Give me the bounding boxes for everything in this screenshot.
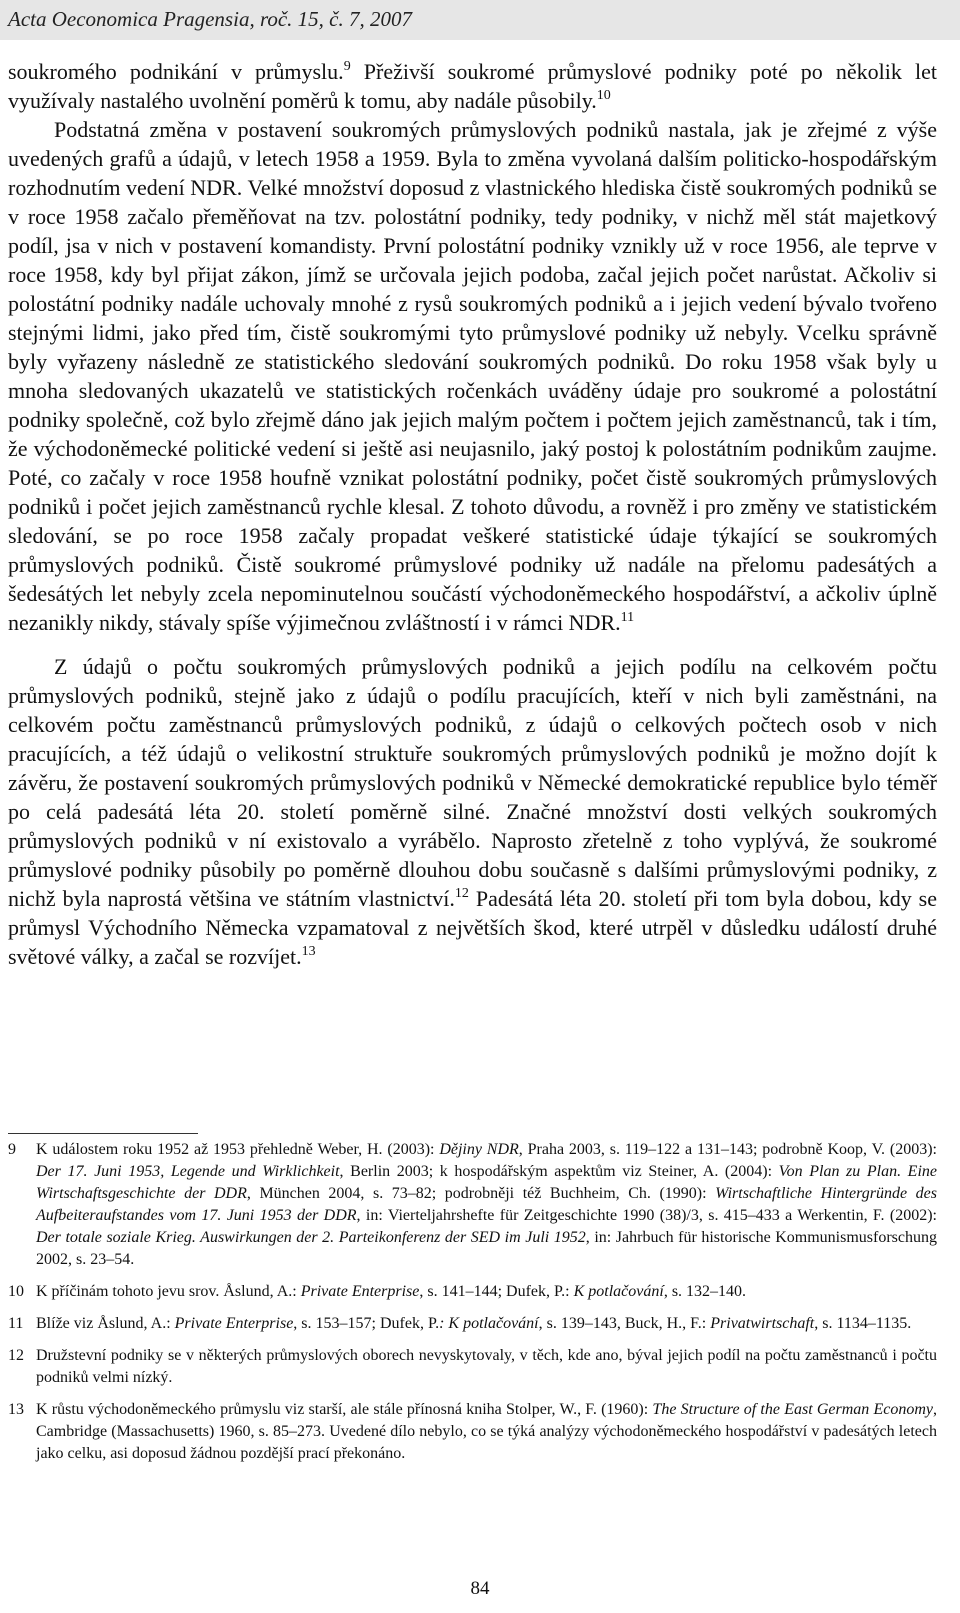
footnote-11 [8,1313,937,1335]
paragraph-3 [8,652,937,971]
footnote-number: 10 [8,1283,24,1300]
footnote-number: 9 [8,1141,16,1158]
footnote-11-text-2: , s. 153–157; Dufek, P. [293,1315,440,1332]
footnote-ref-9[interactable]: 9 [343,59,351,74]
footnote-9-text-5: , in: Vierteljahrshefte für Zeitgeschichte 1990 (38)/3, s. 415–433 a Werkentin, F. (2002): [356,1207,938,1224]
paragraph-2 [8,115,937,637]
footnote-9 [8,1139,937,1271]
footnote-divider [8,1133,198,1134]
footnote-9-text-2: , Praha 2003, s. 119–122 a 131–143; podrobně Koop, V. (2003): [518,1141,937,1158]
footnote-9-text-4: , München 2004, s. 73–82; podrobněji též Buchheim, Ch. (1990): [246,1185,716,1202]
footnote-ref-12[interactable]: 12 [454,886,469,901]
footnote-ref-11[interactable]: 11 [620,610,635,625]
running-header [0,0,960,40]
footnote-10 [8,1281,937,1303]
footnote-text [36,1313,937,1335]
paragraph-2-text: Podstatná změna v postavení soukromých průmyslových podniků nastala, jak je zřejmé z výše uvedených grafů a údajů, v letech 1958 a 1959. Byla to změna vyvolaná dalším politicko-hospodářským rozhodnutím vedení NDR. Velké množství doposud z vlastnického hlediska čistě soukromých podniků se v roce 1958 začalo přeměňovat na tzv. polostátní podniky, tedy podniky, v nichž měl stát majetkový podíl, jsa v nich v postavení komandisty. První polostátní podniky vznikly už v roce 1956, ale teprve v roce 1958, kdy byl přijat zákon, jímž se určovala jejich podoba, začal jejich počet narůstat. Ačkoliv si polostátní podniky nadále uchovaly mnohé z rysů soukromých podniků a i jejich vedení bývalo tvořeno stejnými lidmi, jako před tím, čistě soukromými tyto průmyslové podniky už nebyly. Vcelku správně byly vyřazeny následně ze statistického sledování soukromých podniků. Do roku 1958 však byly u mnoha sledovaných ukazatelů ve statistických ročenkách uváděny údaje pro soukromé a polostátní podniky společně, což bylo zřejmě dáno jak jejich malým počtem i počtem jejich zaměstnanců, tak i tím, že východoněmecké politické vedení si ještě asi neujasnilo, jaký postoj k polostátním podnikům zaujme. Poté, co začaly v roce 1958 houfně vznikat polostátní podniky, počet čistě soukromých průmyslových podniků i počet jejich zaměstnanců rychle klesal. Z tohoto důvodu, a rovněž i pro změny ve statistickém sledování, se po roce 1958 začaly propadat veškeré statistické údaje týkající se soukromých průmyslových podniků. Čistě soukromé průmyslové podniky už nadále na přelomu padesátých a šedesátých let nebyly zcela nepominutelnou součástí východoněmeckého hospodářství, a ačkoliv úplně nezanikly nikdy, stávaly spíše výjimečnou zvláštností i v rámci NDR. [8,117,937,635]
footnote-9-title-1: Dějiny NDR [439,1141,519,1158]
footnote-number: 11 [8,1315,24,1332]
paragraph-1-text-b: Přeživší soukromé průmyslové podniky poté po několik let využívaly nastalého uvolnění poměrů k tomu, aby nadále působily. [8,59,937,113]
footnote-10-title-2: K potlačování [573,1283,664,1300]
paragraph-3-text-b: Padesátá léta 20. století při tom byla dobou, kdy se průmysl Východního Německa vzpamatoval z největších škod, které utrpěl v důsledku událostí druhé světové války, a začal se rozvíjet. [8,886,937,969]
footnote-ref-10[interactable]: 10 [596,88,611,103]
footnote-9-title-2: Der 17. Juni 1953, Legende und Wirklichkeit [36,1163,340,1180]
footnote-10-text-1: K příčinám tohoto jevu srov. Åslund, A.: [36,1283,301,1300]
footnote-9-text-6: , in: Jahrbuch für historische Kommunismusforschung 2002, s. 23–54. [36,1229,938,1268]
paragraph-1-text-a: soukromého podnikání v průmyslu. [8,59,344,84]
paragraph-1 [8,57,937,115]
footnote-11-title-2: : K potlačování [439,1315,539,1332]
footnote-9-title-5: Der totale soziale Krieg. Auswirkungen der 2. Parteikonferenz der SED im Juli 1952 [36,1229,586,1246]
footnotes [8,1139,937,1475]
footnote-13-text-1: K růstu východoněmeckého průmyslu viz starší, ale stále přínosná kniha Stolper, W., F. (1960): [36,1401,653,1418]
footnote-text [36,1281,937,1303]
footnote-9-text-3: , Berlin 2003; k hospodářským aspektům viz Steiner, A. (2004): [339,1163,779,1180]
footnote-text [36,1139,937,1271]
footnote-ref-13[interactable]: 13 [301,944,316,959]
footnote-11-title-3: Privatwirtschaft [710,1315,815,1332]
footnote-12 [8,1345,937,1389]
footnote-13-title-1: The Structure of the East German Economy [652,1401,934,1418]
footnote-11-text-3: , s. 139–143, Buck, H., F.: [538,1315,711,1332]
footnote-11-text-1: Blíže viz Åslund, A.: [36,1315,175,1332]
journal-title: Acta Oeconomica Pragensia, roč. 15, č. 7, 2007 [8,7,412,31]
footnote-9-text-1: K událostem roku 1952 až 1953 přehledně Weber, H. (2003): [36,1141,440,1158]
footnote-text: Družstevní podniky se v některých průmyslových oborech nevyskytovaly, v těch, kde ano, býval jejich podíl na počtu zaměstnanců i počtu podniků velmi nízký. [36,1347,937,1386]
footnote-text [36,1399,937,1465]
footnote-11-title-1: Private Enterprise [174,1315,294,1332]
footnote-9-title-3: Von Plan zu Plan. Eine Wirtschaftsgeschichte der DDR [36,1163,938,1202]
footnote-9-title-4: Wirtschaftliche Hintergründe des Aufbeiteraufstandes vom 17. Juni 1953 der DDR [36,1185,937,1224]
footnote-13 [8,1399,937,1465]
footnote-number: 13 [8,1401,24,1418]
page-number: 84 [470,1578,490,1599]
body-text [8,57,937,971]
footnote-11-text-4: , s. 1134–1135. [814,1315,912,1332]
footnote-10-text-2: , s. 141–144; Dufek, P.: [419,1283,574,1300]
footnote-10-title-1: Private Enterprise [300,1283,420,1300]
footnote-10-text-3: , s. 132–140. [663,1283,747,1300]
footnote-13-text-2: , Cambridge (Massachusetts) 1960, s. 85–273. Uvedené dílo nebylo, co se týká analýzy východoněmeckého hospodářství v padesátých letech jako celku, asi doposud žádnou pozdější prací překonáno. [36,1401,938,1462]
paragraph-3-text-a: Z údajů o počtu soukromých průmyslových podniků a jejich podílu na celkovém počtu průmyslových podniků, stejně jako z údajů o podílu pracujících, kteří v nich byli zaměstnáni, na celkovém počtu zaměstnanců průmyslových podniků, z údajů o celkových počtech osob v nich pracujících, a též údajů o velikostní struktuře soukromých průmyslových podniků je možno dojít k závěru, že postavení soukromých průmyslových podniků v Německé demokratické republice bylo téměř po celá padesátá léta 20. století poměrně silné. Značné množství dosti velkých soukromých průmyslových podniků v ní existovalo a vyrábělo. Naprosto zřetelně z toho vyplývá, že soukromé průmyslové podniky působily po poměrně dlouhou dobu současně s dalšími průmyslovými podniky, z nichž byla naprostá většina ve státním vlastnictví. [8,654,937,911]
footnote-number: 12 [8,1347,24,1364]
